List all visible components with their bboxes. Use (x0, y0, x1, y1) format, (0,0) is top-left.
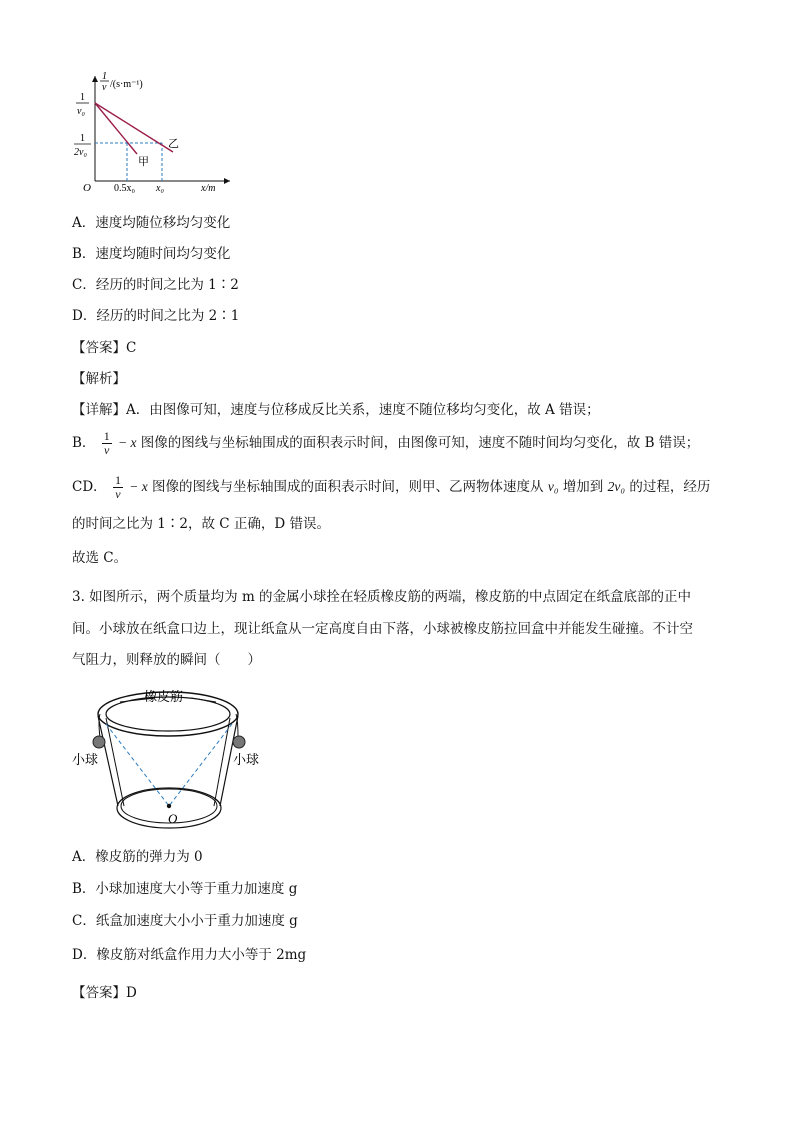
label-band: 橡皮筋 (144, 689, 184, 704)
q2-option-d[interactable]: D．经历的时间之比为 2∶1 (72, 308, 240, 324)
q2-option-c[interactable]: C．经历的时间之比为 1∶2 (72, 277, 239, 293)
label-ball-left: 小球 (72, 752, 99, 767)
q2-option-b[interactable]: B．速度均随时间均匀变化 (72, 246, 231, 262)
q3-stem-line2: 间。小球放在纸盒口边上，现让纸盒从一定高度自由下落，小球被橡皮筋拉回盒中并能发生碰撞。不计空 (72, 621, 693, 637)
x-tick-full: x₀ (156, 183, 164, 194)
point-o (167, 804, 171, 808)
label-jia: 甲 (138, 156, 149, 168)
q3-answer: 【答案】D (72, 985, 137, 1001)
fraction-1-over-v: $\frac{1}{v}$ (103, 429, 110, 457)
x-axis-label: x/m (201, 183, 216, 194)
ylabel-den: v (102, 82, 107, 93)
x-tick-half: 0.5x₀ (114, 183, 135, 194)
q2-detail-cd: CD． $\frac{1}{v}$ − x 图像的图线与坐标轴围成的面积表示时间，则甲、乙两物体速度从 v₀ 增加到 2v₀ 的过程，经历 (72, 473, 711, 501)
q2-detail-a: 【详解】A．由图像可知，速度与位移成反比关系，速度不随位移均匀变化，故 A 错误； (72, 402, 600, 418)
q2-answer: 【答案】C (72, 340, 137, 356)
paper-box-figure (70, 678, 270, 838)
ball-right (233, 736, 245, 748)
label-ball-right: 小球 (233, 752, 260, 767)
q3-option-c[interactable]: C．纸盒加速度大小小于重力加速度 g (72, 913, 298, 929)
q2-detail-b: B． $\frac{1}{v}$ − x 图像的图线与坐标轴围成的面积表示时间，由图像可知，速度不随时间均匀变化，故 B 错误； (72, 429, 700, 457)
label-yi: 乙 (168, 138, 179, 150)
y-mid-den: 2v₀ (74, 147, 87, 158)
origin-label: O (83, 182, 91, 194)
q3-option-d[interactable]: D．橡皮筋对纸盒作用力大小等于 2mg (72, 947, 307, 963)
q2-detail-cd-line2: 的时间之比为 1∶2，故 C 正确，D 错误。 (72, 516, 330, 532)
q3-option-b[interactable]: B．小球加速度大小等于重力加速度 g (72, 881, 298, 897)
ylabel-unit: /(s·m⁻¹) (110, 79, 143, 90)
q3-stem-line3: 气阻力，则释放的瞬间（ ） (72, 652, 261, 668)
y-mid-num: 1 (80, 133, 85, 144)
y-top-num: 1 (80, 92, 85, 103)
q2-conclusion: 故选 C。 (72, 550, 128, 566)
q3-stem-line1: 3. 如图所示，两个质量均为 m 的金属小球拴在轻质橡皮筋的两端，橡皮筋的中点固定在纸盒底部的正中 (72, 589, 692, 605)
fraction-1-over-v: $\frac{1}{v}$ (114, 473, 121, 501)
y-top-den: v₀ (77, 106, 85, 117)
graph-inverse-velocity (70, 68, 240, 196)
q2-option-a[interactable]: A．速度均随位移均匀变化 (72, 215, 231, 231)
ylabel-num: 1 (102, 71, 107, 82)
label-o: O (168, 811, 178, 826)
q2-analysis-title: 【解析】 (72, 371, 126, 387)
line-jia (95, 103, 137, 154)
q3-option-a[interactable]: A．橡皮筋的弹力为 0 (72, 849, 203, 865)
ball-left (93, 736, 105, 748)
line-yi (95, 103, 173, 152)
